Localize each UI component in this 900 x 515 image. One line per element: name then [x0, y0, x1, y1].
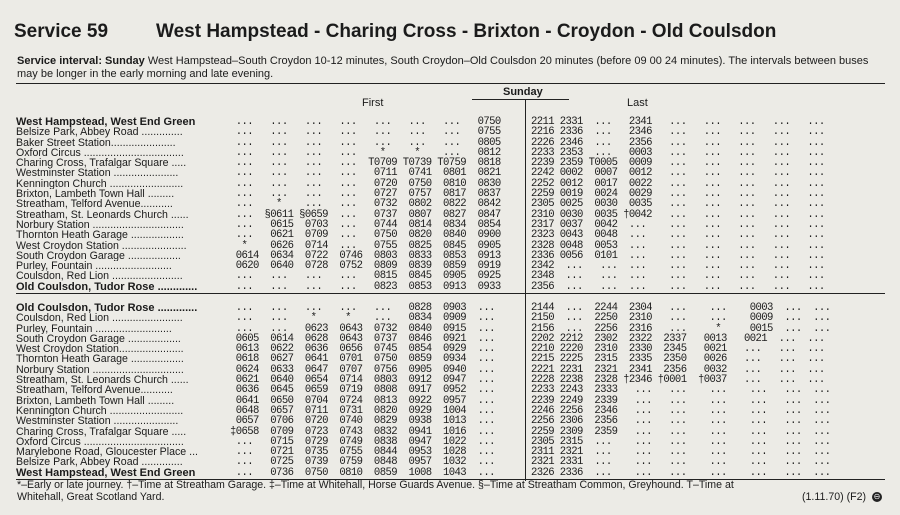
- time-row: 2221 2231 2321 2341 2356 0032 ... ... ...: [531, 363, 825, 376]
- footnote-line-2: Whitehall, Great Scotland Yard.: [17, 490, 165, 503]
- time-row: 2342 ... ... ... ... ... ... ... ...: [531, 260, 825, 273]
- time-row: 2226 2346 ... 2356 ... ... ... ... ...: [531, 136, 825, 149]
- time-row: 0605 0614 0628 0643 0737 0846 0921 ...: [230, 332, 495, 345]
- time-row: ... 0721 0735 0755 0844 0953 1028 ...: [230, 446, 495, 459]
- time-row: 0621 0640 0654 0714 0803 0912 0947 ...: [230, 374, 495, 387]
- stop-name: Coulsdon, Red Lion ........................: [16, 313, 183, 324]
- time-row: 2215 2225 2315 2335 2350 0026 ... ... ...: [531, 353, 825, 366]
- stop-name: Purley, Fountain ..........................: [16, 261, 172, 272]
- time-row: ... ... ... ... * * ... 0812: [230, 146, 501, 159]
- first-heading: First: [362, 97, 384, 109]
- time-row: ... ... ... ... ... ... ... 0755: [230, 126, 501, 139]
- time-row: ... ... ... ... ... 0828 0903 ...: [230, 302, 495, 314]
- time-row: ... 0621 0709 ... 0750 0820 0840 0900: [230, 229, 501, 242]
- northbound-last-times: [531, 303, 830, 478]
- timetable-code: [802, 491, 882, 503]
- stop-name: Purley, Fountain ..........................: [16, 323, 172, 334]
- time-row: 2156 ... 2256 2316 ... * 0015 ... ...: [531, 322, 831, 335]
- roundel-icon: ⊖: [873, 492, 881, 502]
- northbound-first-times: [230, 303, 495, 478]
- stop-name: Marylebone Road, Gloucester Place ...: [16, 447, 198, 458]
- time-row: 2311 2321 ... ... ... ... ... ... ...: [531, 446, 831, 459]
- interval-label: Service interval: Sunday: [17, 55, 145, 67]
- time-row: 2305 2315 ... ... ... ... ... ... ...: [531, 435, 831, 448]
- time-row: 0620 0640 0728 0752 0809 0839 0859 0919: [230, 260, 501, 273]
- time-row: ... ... ... ... ... ... ... 0805: [230, 136, 501, 149]
- top-divider: [16, 83, 885, 84]
- stop-name: Streatham, St. Leonards Church ......: [16, 375, 189, 386]
- time-row: 2211 2331 ... 2341 ... ... ... ... ...: [531, 116, 825, 128]
- stop-name: West Croydon Station ......................: [16, 240, 187, 251]
- time-row: 2256 2306 2356 ... ... ... ... ... ...: [531, 415, 831, 428]
- stop-name: Belsize Park, Abbey Road ..............: [16, 457, 183, 468]
- time-row: ... ... ... ... T0709 T0739 T0759 0818: [230, 157, 501, 170]
- time-row: 2228 2238 2328 †2346 †0001 †0037 ... ... ...: [531, 374, 825, 387]
- time-row: ... ... ... ... 0711 0741 0801 0821: [230, 167, 501, 180]
- stop-name: Brixton, Lambeth Town Hall .........: [16, 395, 175, 406]
- time-row: 2233 2243 2333 ... ... ... ... ... ...: [531, 384, 831, 397]
- first-last-divider: [525, 99, 526, 481]
- time-row: ... ... ... ... ... ... ... 0750: [230, 116, 501, 128]
- time-row: 2328 0048 0053 ... ... ... ... ... ...: [531, 239, 825, 252]
- footnote-line-1: *–Early or late journey. †–Time at Streatham Garage. ‡–Time at Whitehall, Horse Guards Avenue. §–Time at Streatham Common, Greyhound. T–Time at: [17, 479, 734, 491]
- stop-name: Streatham, Telford Avenue...........: [16, 199, 173, 210]
- time-row: ... ... ... ... 0823 0853 0913 0933: [230, 280, 501, 293]
- stop-name: South Croydon Garage ..................: [16, 250, 181, 262]
- time-row: ‡0658 0709 0723 0743 0832 0941 1016 ...: [230, 425, 495, 438]
- time-row: 2252 0012 0017 0022 ... ... ... ... ...: [531, 177, 825, 190]
- time-row: 2310 0030 0035 †0042 ... ... ... ... ...: [531, 208, 825, 221]
- stop-name: Norbury Station ...............................: [16, 219, 184, 231]
- southbound-last-times: [531, 117, 825, 292]
- footnotes: [17, 480, 887, 503]
- time-row: 0614 0634 0722 0746 0803 0833 0853 0913: [230, 249, 501, 262]
- time-row: ... 0715 0729 0749 0838 0947 1022 ...: [230, 435, 495, 448]
- time-row: 2239 2359 T0005 0009 ... ... ... ... ...: [531, 157, 825, 170]
- stop-name: Kennington Church .........................: [16, 178, 184, 190]
- time-row: 2336 0056 0101 ... ... ... ... ... ...: [531, 249, 825, 262]
- time-row: 0636 0645 0659 0719 0808 0917 0952 ...: [230, 384, 495, 397]
- northbound-stops: [16, 303, 198, 478]
- service-number: Service 59: [14, 21, 109, 42]
- interval-text: West Hampstead–South Croydon 10-12 minutes, South Croydon–Old Coulsdon 20 minutes (before 09 00 24 minutes). The intervals between buses may be longer in the early morning and late evening.: [17, 55, 869, 80]
- stop-name: Charing Cross, Trafalgar Square .....: [16, 158, 187, 169]
- time-row: 0657 0706 0720 0740 0829 0938 1013 ...: [230, 415, 495, 428]
- time-row: 0641 0650 0704 0724 0813 0922 0957 ...: [230, 394, 495, 407]
- stop-name: Westminster Station ......................: [16, 168, 179, 179]
- time-row: ... 0725 0739 0759 0848 0957 1032 ...: [230, 456, 495, 469]
- time-row: * 0626 0714 ... 0755 0825 0845 0905: [230, 239, 501, 252]
- stop-name: Old Coulsdon, Tudor Rose .............: [16, 303, 198, 314]
- stop-name: Kennington Church .........................: [16, 405, 184, 417]
- section-divider: [16, 293, 885, 294]
- time-row: 0648 0657 0711 0731 0820 0929 1004 ...: [230, 404, 495, 417]
- time-row: 2239 2249 2339 ... ... ... ... ... ...: [531, 394, 831, 407]
- time-row: 2202 2212 2302 2322 2337 0013 0021 ... ...: [531, 332, 825, 345]
- edition-code: (1.11.70) (F2): [802, 491, 866, 503]
- sunday-underline: [472, 99, 569, 100]
- last-heading: Last: [627, 97, 648, 109]
- time-row: ... * ... ... 0732 0802 0822 0842: [230, 198, 501, 211]
- title-row: [14, 21, 894, 45]
- southbound-first-times: [230, 117, 501, 292]
- time-row: 2305 0025 0030 0035 ... ... ... ... ...: [531, 198, 825, 211]
- stop-name: Baker Street Station......................: [16, 137, 176, 148]
- time-row: ... ... ... ... 0815 0845 0905 0925: [230, 270, 501, 283]
- stop-name: Old Coulsdon, Tudor Rose .............: [16, 281, 198, 293]
- time-row: ... 0736 0750 0810 0859 1008 1043 ...: [230, 466, 495, 479]
- time-row: 2233 2353 ... 0003 ... ... ... ... ...: [531, 146, 825, 159]
- stop-name: Norbury Station ...............................: [16, 364, 184, 376]
- time-row: 2348 ... ... ... ... ... ... ... ...: [531, 270, 825, 283]
- sunday-heading: Sunday: [503, 86, 543, 98]
- time-row: ... ... ... ... 0720 0750 0810 0830: [230, 177, 501, 190]
- time-row: ... §0611 §0659 ... 0737 0807 0827 0847: [230, 208, 501, 221]
- time-row: 2321 2331 ... ... ... ... ... ... ...: [531, 456, 831, 469]
- time-row: ... ... * * ... 0834 0909 ...: [230, 312, 495, 325]
- stop-name: West Hampstead, West End Green: [16, 467, 196, 479]
- stop-name: West Hampstead, West End Green: [16, 117, 196, 128]
- stop-name: Oxford Circus ..................................: [16, 436, 184, 448]
- southbound-stops: [16, 117, 197, 292]
- route-title: West Hampstead - Charing Cross - Brixton - Croydon - Old Coulsdon: [156, 21, 777, 42]
- time-row: 2317 0037 0042 ... ... ... ... ... ...: [531, 218, 825, 231]
- stop-name: Thornton Heath Garage ..................: [16, 354, 184, 365]
- stop-name: Belsize Park, Abbey Road ..............: [16, 127, 183, 138]
- time-row: 0624 0633 0647 0707 0756 0905 0940 ...: [230, 363, 495, 376]
- stop-name: Coulsdon, Red Lion ........................: [16, 271, 183, 282]
- time-row: ... ... ... ... 0727 0757 0817 0837: [230, 188, 501, 201]
- time-row: 2210 2220 2310 2330 2345 0021 ... ... ...: [531, 343, 825, 356]
- stop-name: Brixton, Lambeth Town Hall .........: [16, 189, 175, 200]
- service-interval: [17, 55, 887, 80]
- time-row: 2323 0043 0048 ... ... ... ... ... ...: [531, 229, 825, 242]
- stop-name: Streatham, St. Leonards Church ......: [16, 209, 189, 220]
- stop-name: Westminster Station ......................: [16, 416, 179, 427]
- stop-name: Charing Cross, Trafalgar Square .....: [16, 426, 187, 437]
- time-row: 0613 0622 0636 0656 0745 0854 0929 ...: [230, 343, 495, 356]
- time-row: 2259 2309 2359 ... ... ... ... ... ...: [531, 425, 831, 438]
- stop-name: West Croydon Station......................: [16, 344, 184, 355]
- time-row: 2259 0019 0024 0029 ... ... ... ... ...: [531, 188, 825, 201]
- time-row: ... ... 0623 0643 0732 0840 0915 ...: [230, 322, 495, 335]
- stop-name: Oxford Circus ..................................: [16, 147, 184, 159]
- time-row: 2326 2336 ... ... ... ... ... ... ...: [531, 466, 831, 479]
- time-row: 2216 2336 ... 2346 ... ... ... ... ...: [531, 126, 825, 139]
- stop-name: South Croydon Garage ..................: [16, 333, 181, 345]
- time-row: 2246 2256 2346 ... ... ... ... ... ...: [531, 404, 831, 417]
- time-row: 2356 ... ... ... ... ... ... ... ...: [531, 280, 825, 293]
- stop-name: Thornton Heath Garage ..................: [16, 230, 184, 241]
- time-row: 0618 0627 0641 0701 0750 0859 0934 ...: [230, 353, 495, 366]
- time-row: 2150 ... 2250 2310 ... ... 0009 ... ...: [531, 312, 831, 325]
- time-row: 2242 0002 0007 0012 ... ... ... ... ...: [531, 167, 825, 180]
- stop-name: Streatham, Telford Avenue...........: [16, 385, 173, 396]
- time-row: 2144 ... 2244 2304 ... ... 0003 ... ...: [531, 302, 831, 314]
- time-row: ... 0615 0703 ... 0744 0814 0834 0854: [230, 218, 501, 231]
